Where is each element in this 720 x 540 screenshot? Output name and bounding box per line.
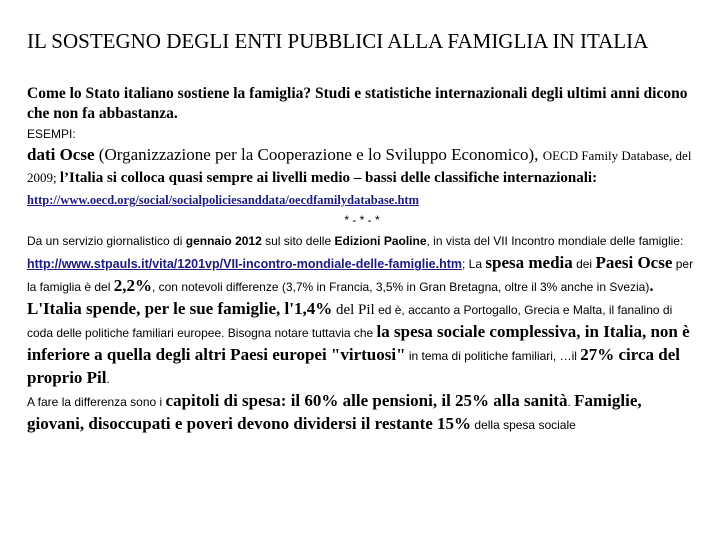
p2-gdp-share: 27% circa del proprio Pil xyxy=(27,345,681,387)
p2-text-7: , con notevoli differenze (3,7% in Francia, 3,5% in Gran Bretagna, oltre il 3% anche in Svezia) xyxy=(151,280,650,294)
p2-oecd-countries: Paesi Ocse xyxy=(595,253,673,272)
page-title: IL SOSTEGNO DEGLI ENTI PUBBLICI ALLA FAMIGLIA IN ITALIA xyxy=(27,29,649,53)
p2-social-spending: la spesa sociale complessiva, in Italia, non è inferiore a quella degli altri Paesi europei "virtuosi" xyxy=(27,322,690,364)
oecd-database-ref: OECD Family Database, del 2009; xyxy=(27,148,692,185)
p3-text-3: della spesa sociale xyxy=(471,418,576,432)
p2-text-5: dei xyxy=(572,257,596,271)
p3-chapters: capitoli di spesa: il 60% alle pensioni, il 25% alla sanità xyxy=(165,391,568,410)
p2-text-3: , in vista del VII Incontro mondiale delle famiglie: xyxy=(426,234,684,248)
p2-percent: 2,2% xyxy=(113,276,152,295)
p2-italy-spending: . L'Italia spende, per le sue famiglie, l'1,4% xyxy=(27,276,654,318)
paragraph-oecd xyxy=(27,144,697,211)
slide-body xyxy=(27,125,697,436)
p2-text-4: ; La xyxy=(462,257,486,271)
separator: * - * - * xyxy=(344,213,380,227)
p2-text-9: in tema di politiche familiari, …il xyxy=(405,349,581,363)
p2-text-2: sul sito delle xyxy=(261,234,335,248)
p3-text-2: . xyxy=(567,395,575,409)
p2-text-6: per la famiglia è del xyxy=(27,257,694,294)
p2-text-1: Da un servizio giornalistico di xyxy=(27,234,186,248)
p3-text-1: A fare la differenza sono i xyxy=(27,395,166,409)
p3-remaining: Famiglie, giovani, disoccupati e poveri devono dividersi il restante 15% xyxy=(27,391,642,433)
oecd-finding: l’Italia si colloca quasi sempre ai livelli medio – bassi delle classifiche internazionali: xyxy=(59,170,598,186)
p2-date: gennaio 2012 xyxy=(185,234,262,248)
oecd-data-label: dati Ocse xyxy=(27,145,95,164)
paragraph-paoline xyxy=(27,230,697,390)
examples-label: ESEMPI: xyxy=(27,127,76,141)
paoline-link[interactable]: http://www.stpauls.it/vita/1201vp/VII-incontro-mondiale-delle-famiglie.htm xyxy=(27,257,463,271)
p2-publisher: Edizioni Paoline xyxy=(334,234,427,248)
p2-gdp: del Pil xyxy=(332,302,375,318)
paragraph-spending-chapters xyxy=(27,390,697,436)
oecd-expansion: (Organizzazione per la Cooperazione e lo Sviluppo Economico), xyxy=(94,145,543,164)
p2-text-10: . xyxy=(106,372,110,386)
subtitle: Come lo Stato italiano sostiene la famiglia? Studi e statistiche internazionali degli ultimi anni dicono che non fa abbastanza. xyxy=(27,85,688,122)
p2-text-8: ed è, accanto a Portogallo, Grecia e Malta, il fanalino di coda delle politiche familiari europee. Bisogna notare tuttavia che xyxy=(27,303,673,340)
oecd-link[interactable]: http://www.oecd.org/social/socialpoliciesanddata/oecdfamilydatabase.htm xyxy=(27,193,420,207)
p2-avg-spending: spesa media xyxy=(485,253,573,272)
